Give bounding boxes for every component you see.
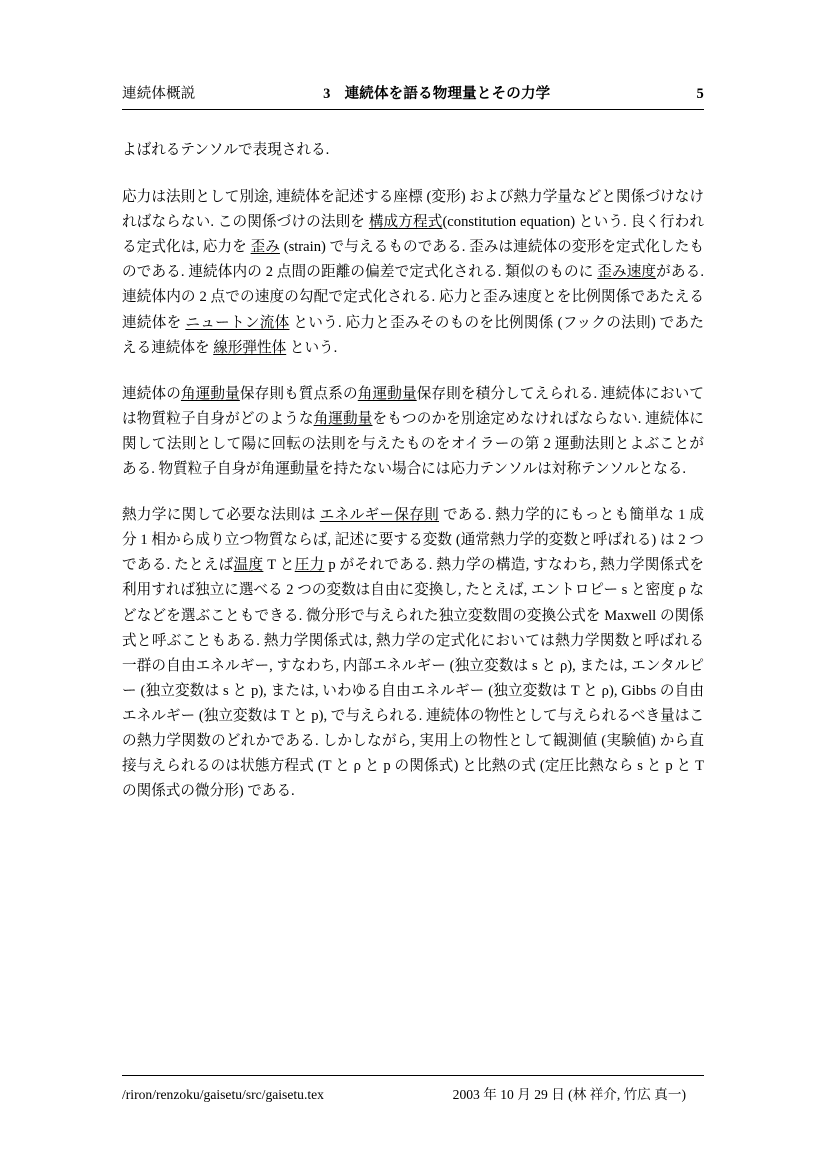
header-page-number: 5: [696, 86, 704, 102]
p2-seg-i: という. 応力と歪みそのものを比例関係 (フックの法則) であたえる連続体を: [122, 314, 704, 356]
page-header: [122, 82, 704, 110]
term-angular-momentum-3: 角運動量: [313, 410, 373, 427]
term-linear-elastic-body: 線形弾性体: [213, 339, 287, 356]
p2-seg-e: (strain) で与えるものである. 歪みは連続体の変形を定式化したものである. 連続体内の 2 点間の距離の偏差で定式化される. 類似のものに: [122, 239, 704, 281]
page-footer: [122, 1075, 704, 1103]
p3-seg-a: 連続体の: [122, 385, 181, 402]
term-constitution-equation: 構成方程式: [368, 214, 443, 231]
page-content: [122, 82, 704, 825]
p4-seg-g: p がそれである. 熱力学の構造, すなわち, 熱力学関係式を利用すれば独立に選べる 2 つの変数は自由に変換し, たとえば, エントロピー s と密度 ρ などなどを選ぶこともできる. 微分形で与えられた独立変数間の変換公式を Maxwell の関係式と呼ぶこともある. 熱力学関係式は, 熱力学の定式化においては熱力学関数と呼ばれる一群の自由エネルギー, すなわち, 内部エネルギー (独立変数は s と ρ), または, エンタルピー (独立変数は s と p), または, いわゆる自由エネルギー (独立変数は T と ρ), Gibbs の自由エネルギー (独立変数は T と p), で与えられる. 連続体の物性として与えられるべき量はこの熱力学関数のどれかである. しかしながら, 実用上の物性として観測値 (実験値) から直接与えられるのは状態方程式 (T と ρ と p の関係式) と比熱の式 (定圧比熱なら s と p と T の関係式の微分形) である.: [122, 557, 704, 800]
paragraph-4: [122, 503, 704, 804]
term-angular-momentum-2: 角運動量: [357, 385, 417, 402]
term-strain: 歪み: [250, 239, 280, 256]
paragraph-2: [122, 185, 704, 361]
header-section: [196, 82, 679, 103]
p4-seg-a: 熱力学に関して必要な法則は: [122, 507, 320, 524]
term-strain-rate: 歪み速度: [597, 264, 657, 281]
p2-seg-a: 応力は法則として別途, 連続体を記述する座標 (変形) および熱力学量などと関係づけなければならない. この関係づけの法則を: [122, 189, 704, 231]
header-section-title: 連続体を語る物理量とその力学: [344, 86, 551, 102]
header-section-number: 3: [323, 86, 331, 102]
p3-seg-g: をもつのかを別途定めなければならない. 連続体に関して法則として陽に回転の法則を与えたものをオイラーの第 2 運動法則とよぶことがある. 物質粒子自身が角運動量を持たない場合には応力テンソルは対称テンソルとなる.: [122, 410, 704, 478]
term-newtonian-fluid: ニュートン流体: [185, 314, 290, 331]
paragraph-3: [122, 382, 704, 482]
term-angular-momentum-1: 角運動量: [180, 385, 240, 402]
paragraph-1-text: よばれるテンソルで表現される.: [122, 142, 330, 158]
term-energy-conservation: エネルギー保存則: [319, 507, 440, 524]
p3-seg-c: 保存則も質点系の: [239, 385, 358, 402]
p2-seg-c: (constitution equation) という. 良く行われる定式化は, 応力を: [122, 214, 704, 256]
p4-seg-c: である. 熱力学的にもっとも簡単な 1 成分 1 相から成り立つ物質ならば, 記述に要する変数 (通常熱力学的変数と呼ばれる) は 2 つである. たとえば: [122, 507, 704, 574]
footer-file-path: /riron/renzoku/gaisetu/src/gaisetu.tex: [122, 1087, 324, 1102]
paragraph-1: [122, 138, 704, 163]
term-pressure: 圧力: [294, 557, 325, 574]
footer-date-authors: 2003 年 10 月 29 日 (林 祥介, 竹広 真一): [452, 1087, 686, 1102]
header-document-title: 連続体概説: [122, 86, 196, 102]
term-temperature: 温度: [233, 557, 264, 574]
p3-seg-e: 保存則を積分してえられる. 連続体においては物質粒子自身がどのような: [122, 385, 704, 427]
p2-seg-k: という.: [286, 339, 338, 356]
body-text: [122, 138, 704, 804]
p2-seg-g: がある. 連続体内の 2 点での速度の勾配で定式化される. 応力と歪み速度とを比例関係であたえる連続体を: [122, 264, 704, 331]
p4-seg-e: T と: [263, 557, 295, 574]
